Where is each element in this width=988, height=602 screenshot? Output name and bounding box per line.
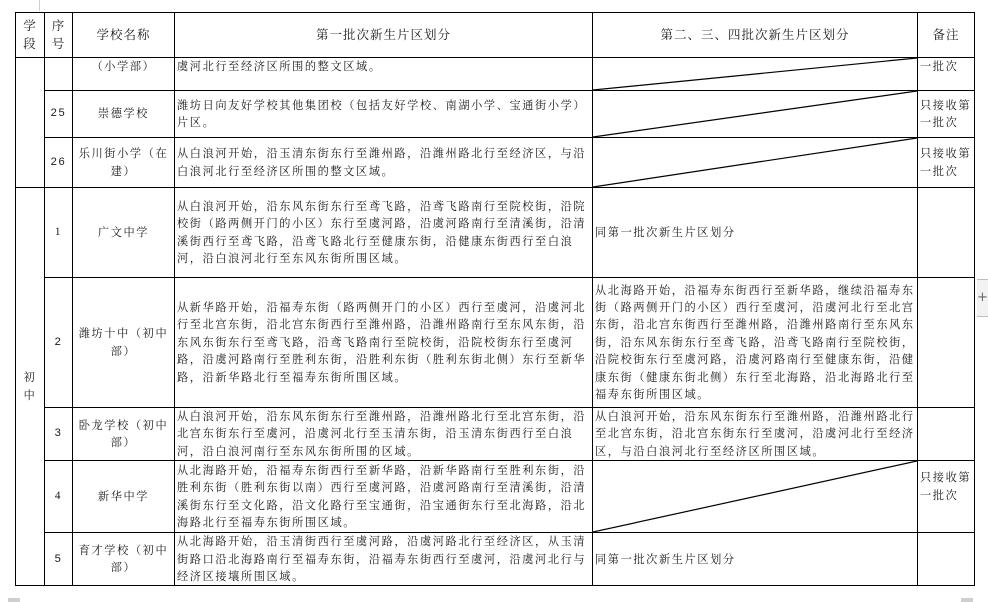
- diagonal-strike-icon: [593, 58, 917, 90]
- table-row: [16, 461, 975, 533]
- header-row: [16, 13, 975, 58]
- school-name-cell: 育才学校（初中部）: [73, 533, 175, 586]
- header-batch234: 第二、三、四批次新生片区划分: [593, 13, 918, 58]
- batch234-cell-struck: [593, 58, 918, 91]
- batch234-cell: 同第一批次新生片区划分: [593, 188, 918, 278]
- stage-cell-junior: 初中: [16, 188, 45, 586]
- page-corner-mark-bottom-right: [961, 598, 973, 602]
- batch1-cell: 从白浪河开始，沿东风东街东行至鸢飞路，沿鸢飞路南行至院校街，沿院校街（路两侧开门的小区）东行至虞河路，沿虞河路南行至清溪街，沿清溪街西行至鸢飞路，沿鸢飞路北行至健康东街，沿健康东街西行至白浪河，沿白浪河北行至东风东街所围区域。: [175, 188, 593, 278]
- add-row-button[interactable]: +: [977, 279, 988, 317]
- page-corner-mark-bottom-left: [8, 598, 20, 602]
- table-row: [16, 138, 975, 188]
- header-stage: 学段: [16, 13, 45, 58]
- seq-cell: [45, 58, 73, 91]
- batch1-cell: 从白浪河开始，沿东风东街东行至潍州路，沿潍州路北行至北宫东街，沿北宫东街东行至虞河，沿虞河北行至玉清东街，沿玉清东街西行至白浪河，沿白浪河南行至东风东街所围的区域。: [175, 408, 593, 461]
- header-remark: 备注: [918, 13, 975, 58]
- batch1-cell: 从白浪河开始，沿玉清东街东行至潍州路，沿潍州路北行至经济区，与沿白浪河北行至经济区所围的整文区域。: [175, 138, 593, 188]
- batch1-cell: 从新华路开始，沿福寿东街（路两侧开门的小区）西行至虞河，沿虞河北行至北宫东街，沿北宫东街西行至潍州路，沿潍州路南行至东风东街，沿东风东街东行至鸢飞路，沿鸢飞路南行至院校街，沿院校街东行至虞河路，沿虞河路南行至胜利东街，沿胜利东街（胜利东街北侧）东行至新华路，沿新华路北行至福寿东街所围区域。: [175, 278, 593, 408]
- seq-cell: 1: [45, 188, 73, 278]
- batch1-cell: 潍坊日向友好学校其他集团校（包括友好学校、南湖小学、宝通街小学）片区。: [175, 91, 593, 138]
- seq-cell: 4: [45, 461, 73, 533]
- table-row: [16, 58, 975, 91]
- remark-cell: [918, 533, 975, 586]
- header-school-name: 学校名称: [73, 13, 175, 58]
- remark-cell: 只接收第一批次: [918, 138, 975, 188]
- school-name-cell: 乐川街小学（在建）: [73, 138, 175, 188]
- remark-cell: [918, 188, 975, 278]
- batch234-cell: 同第一批次新生片区划分: [593, 533, 918, 586]
- batch1-cell: 从北海路开始，沿福寿东街西行至新华路，沿新华路南行至胜利东街，沿胜利东街（胜利东街以南）西行至虞河路，沿虞河路南行至清溪街，沿清溪街东行至文化路，沿文化路行至宝通街，沿宝通街东行至北海路，沿北海路北行至福寿东街所围区域。: [175, 461, 593, 533]
- header-batch1: 第一批次新生片区划分: [175, 13, 593, 58]
- seq-cell: 3: [45, 408, 73, 461]
- page-corner-mark-top: [39, 0, 40, 11]
- school-zone-table: [15, 12, 975, 586]
- stage-cell-primary: [16, 58, 45, 188]
- remark-cell: 一批次: [918, 58, 975, 91]
- seq-cell: 25: [45, 91, 73, 138]
- remark-cell: [918, 408, 975, 461]
- batch1-cell: 虞河北行至经济区所围的整文区域。: [175, 58, 593, 91]
- batch234-cell: 从白浪河开始，沿东风东街东行至潍州路，沿潍州路北行至北宫东街，沿北宫东街东行至虞河，沿虞河北行至经济区，与沿白浪河北行至经济区所围区域。: [593, 408, 918, 461]
- batch234-cell-struck: [593, 91, 918, 138]
- school-name-cell: 卧龙学校（初中部）: [73, 408, 175, 461]
- remark-cell: 只接收第一批次: [918, 461, 975, 533]
- school-name-cell: 新华中学: [73, 461, 175, 533]
- diagonal-strike-icon: [593, 461, 917, 532]
- batch1-cell: 从北海路开始，沿玉清街西行至虞河路，沿虞河路北行至经济区，从玉清街路口沿北海路南行至福寿东街，沿福寿东街西行至虞河，沿虞河北行与经济区接壤所围区域。: [175, 533, 593, 586]
- diagonal-strike-icon: [593, 138, 917, 187]
- diagonal-strike-icon: [593, 91, 917, 137]
- remark-cell: [918, 278, 975, 408]
- school-name-cell: 潍坊十中（初中部）: [73, 278, 175, 408]
- table-row: [16, 278, 975, 408]
- seq-cell: 26: [45, 138, 73, 188]
- batch234-cell: 从北海路开始，沿福寿东街西行至新华路，继续沿福寿东街（路两侧开门的小区）西行至虞河，沿虞河北行至北宫东街，沿北宫东街西行至潍州路，沿潍州路南行至东风东街，沿东风东街东行至鸢飞路，沿鸢飞路南行至院校街，沿院校街东行至虞河路，沿虞河路南行至健康东街，沿健康东街（健康东街北侧）东行至北海路，沿北海路北行至福寿东街所围区域。: [593, 278, 918, 408]
- remark-cell: 只接收第一批次: [918, 91, 975, 138]
- batch234-cell-struck: [593, 138, 918, 188]
- table-row: [16, 91, 975, 138]
- school-name-cell: 广文中学: [73, 188, 175, 278]
- table-row: [16, 188, 975, 278]
- header-seq: 序号: [45, 13, 73, 58]
- seq-cell: 5: [45, 533, 73, 586]
- school-name-cell: 崇德学校: [73, 91, 175, 138]
- batch234-cell-struck: [593, 461, 918, 533]
- table-row: [16, 408, 975, 461]
- seq-cell: 2: [45, 278, 73, 408]
- table-row: [16, 533, 975, 586]
- school-name-cell: （小学部）: [73, 58, 175, 91]
